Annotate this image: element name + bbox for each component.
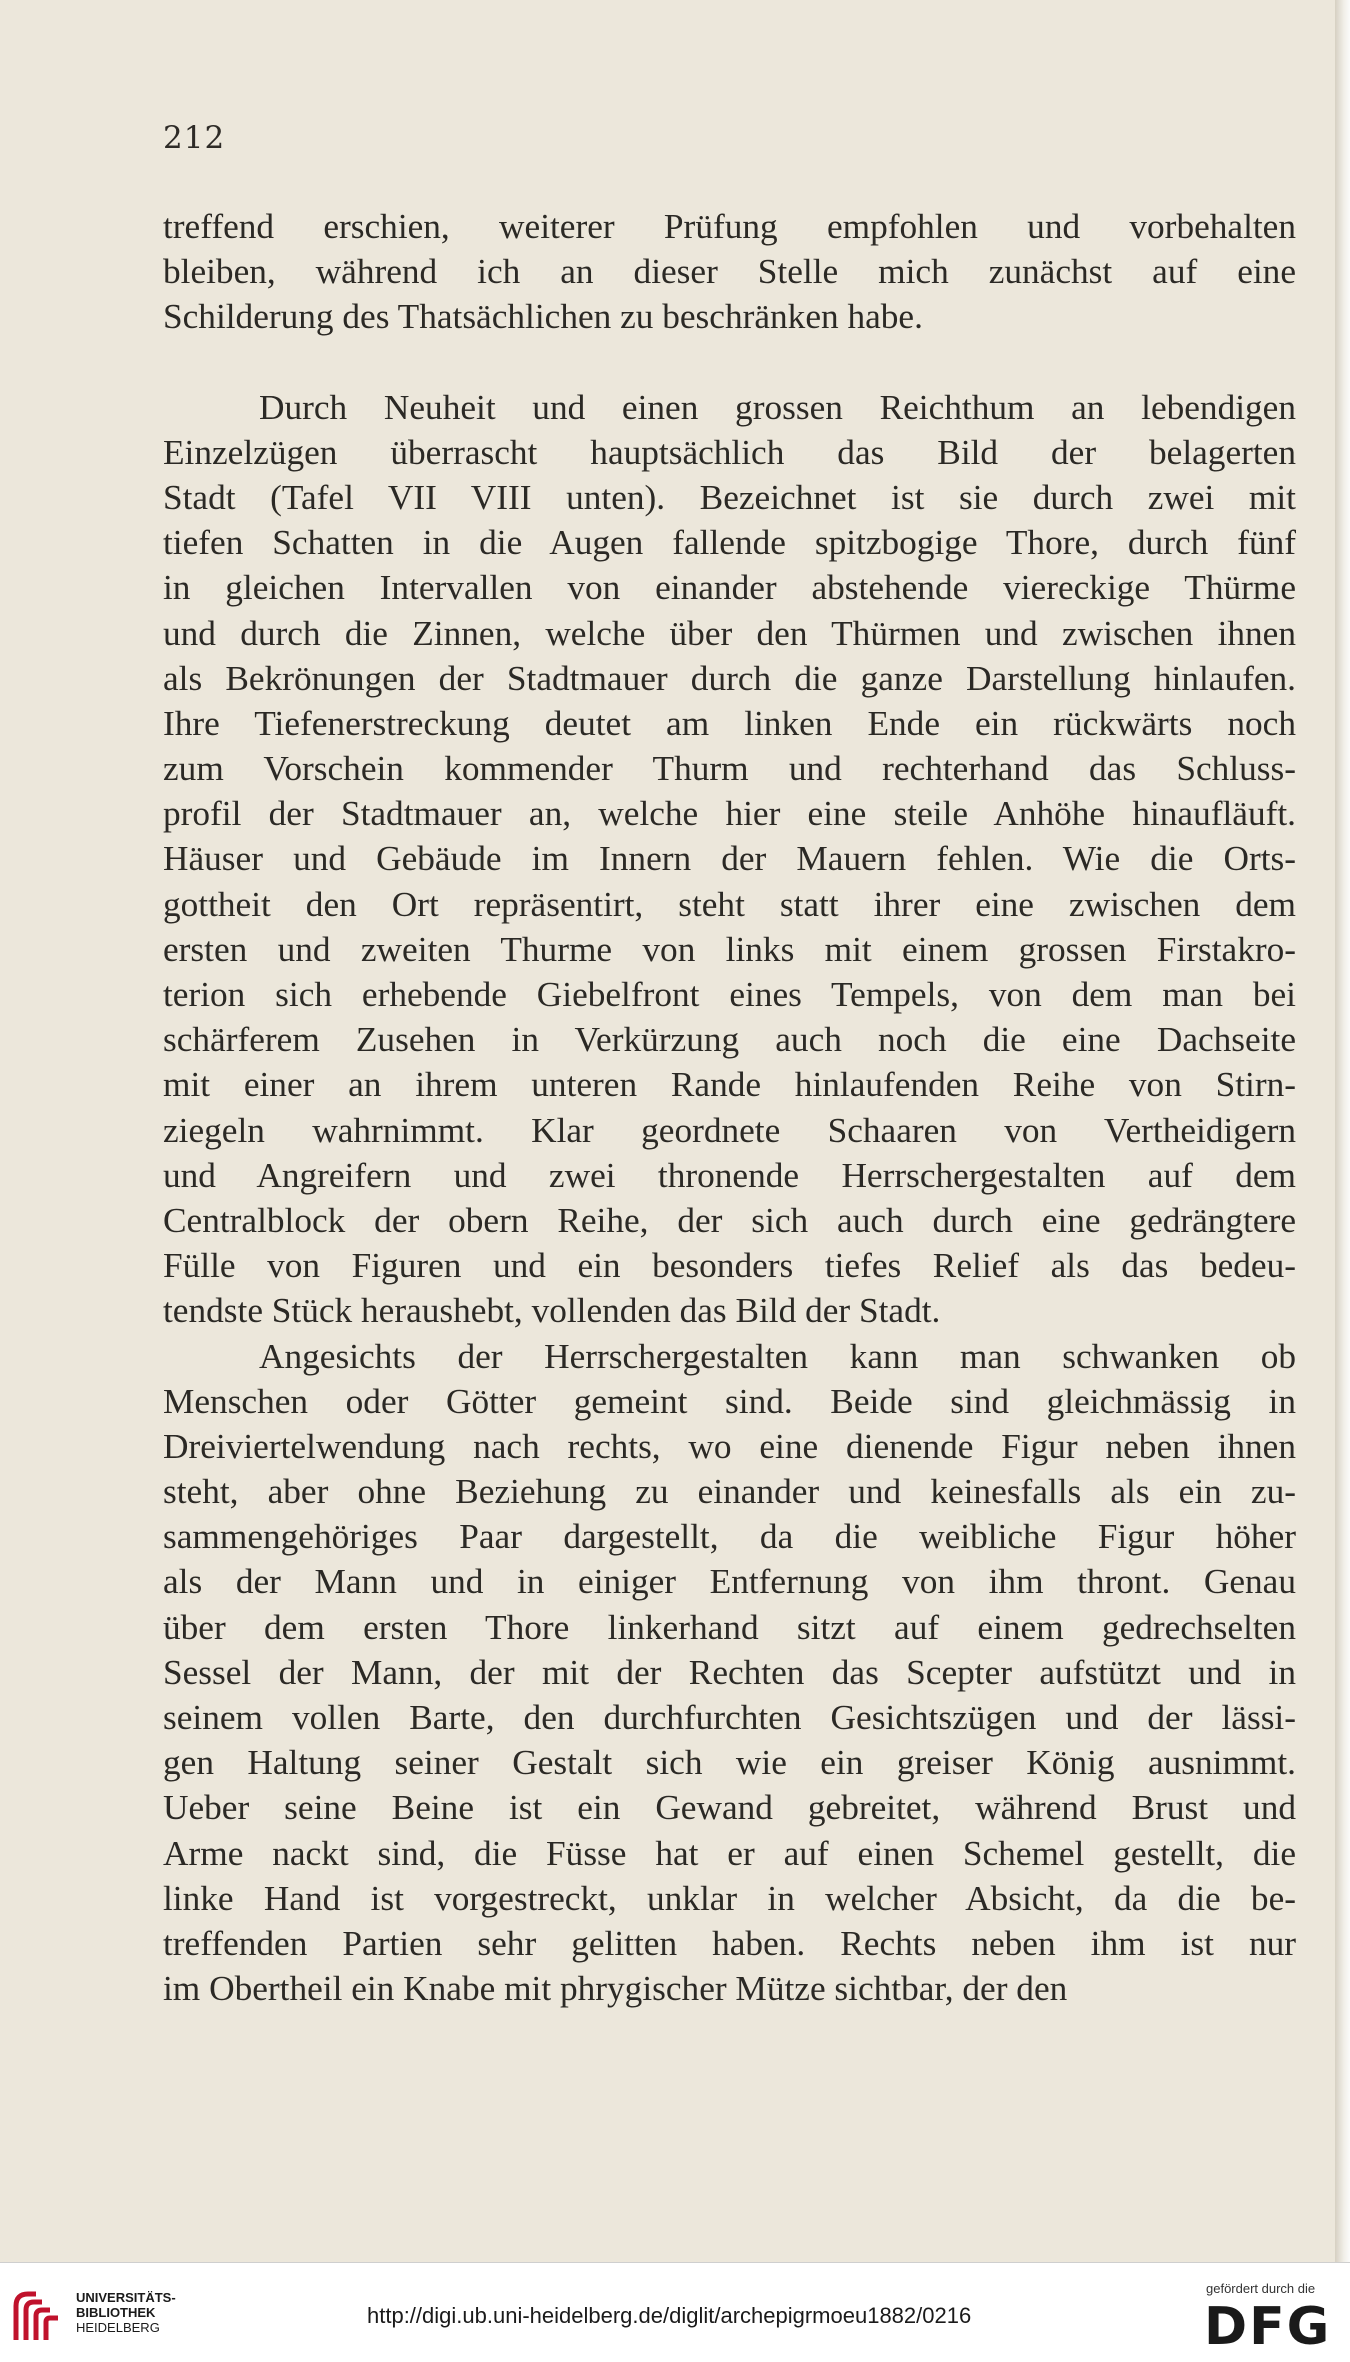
text-line: terion sich erhebende Giebelfront eines Tempels, von dem man bei (163, 975, 1296, 1014)
text-line: profil der Stadtmauer an, welche hier eine steile Anhöhe hinaufläuft. (163, 794, 1296, 834)
text-line: Häuser und Gebäude im Innern der Mauern fehlen. Wie die Orts- (163, 839, 1296, 879)
text-line: Dreiviertelwendung nach rechts, wo eine dienende Figur neben ihnen (163, 1426, 1296, 1466)
text-line: Arme nackt sind, die Füsse hat er auf einen Schemel gestellt, die (163, 1833, 1296, 1873)
text-line: und durch die Zinnen, welche über den Thürmen und zwischen ihnen (163, 613, 1296, 653)
text-line: Einzelzügen überrascht hauptsächlich das Bild der belagerten (163, 432, 1296, 472)
library-name-line3: HEIDELBERG (76, 2320, 160, 2335)
text-line: Centralblock der obern Reihe, der sich auch durch eine gedrängtere (163, 1200, 1296, 1240)
text-line: Menschen oder Götter gemeint sind. Beide sind gleichmässig in (163, 1381, 1296, 1421)
text-line: treffend erschien, weiterer Prüfung empfohlen und vorbehalten (163, 207, 1296, 246)
page-number: 212 (163, 120, 226, 156)
text-line: sammengehöriges Paar dargestellt, da die weibliche Figur höher (163, 1517, 1296, 1557)
text-line: steht, aber ohne Beziehung zu einander und keinesfalls als ein zu- (163, 1472, 1296, 1512)
text-line: als Bekrönungen der Stadtmauer durch die ganze Darstellung hinlaufen. (163, 658, 1296, 698)
text-line: über dem ersten Thore linkerhand sitzt auf einem gedrechselten (163, 1607, 1296, 1647)
text-line: Sessel der Mann, der mit der Rechten das Scepter aufstützt und in (163, 1652, 1296, 1692)
text-line: Ihre Tiefenerstreckung deutet am linken Ende ein rückwärts noch (163, 703, 1296, 743)
text-line: im Obertheil ein Knabe mit phrygischer Mütze sichtbar, der den (163, 1969, 1068, 2009)
text-line: tiefen Schatten in die Augen fallende spitzbogige Thore, durch fünf (163, 523, 1296, 563)
text-line: ziegeln wahrnimmt. Klar geordnete Schaaren von Vertheidigern (163, 1110, 1296, 1150)
text-line: Ueber seine Beine ist ein Gewand gebreitet, während Brust und (163, 1788, 1296, 1828)
body-text (163, 204, 1296, 2011)
text-line: Stadt (Tafel VII VIII unten). Bezeichnet ist sie durch zwei mit (163, 477, 1296, 517)
text-line: Fülle von Figuren und ein besonders tiefes Relief als das bedeu- (163, 1246, 1296, 1286)
library-name-line2: BIBLIOTHEK (76, 2305, 156, 2320)
text-line: schärferem Zusehen in Verkürzung auch noch die eine Dachseite (163, 1020, 1296, 1060)
text-line: bleiben, während ich an dieser Stelle mich zunächst auf eine (163, 252, 1296, 292)
text-line: gottheit den Ort repräsentirt, steht statt ihrer eine zwischen dem (163, 884, 1296, 924)
text-line: mit einer an ihrem unteren Rande hinlaufenden Reihe von Stirn- (163, 1065, 1296, 1105)
sponsor-caption: gefördert durch die (1206, 2281, 1316, 2296)
text-line: Schilderung des Thatsächlichen zu beschränken habe. (163, 297, 923, 337)
footer-bar (0, 2262, 1350, 2362)
page-edge (1335, 0, 1350, 2262)
text-line: seinem vollen Barte, den durchfurchten Gesichtszügen und der lässi- (163, 1698, 1296, 1737)
permalink-url[interactable]: http://digi.ub.uni-heidelberg.de/diglit/archepigrmoeu1882/0216 (367, 2303, 972, 2328)
ub-heidelberg-logo-icon (12, 2288, 67, 2348)
text-line: in gleichen Intervallen von einander abstehende viereckige Thürme (163, 568, 1296, 608)
text-line: zum Vorschein kommender Thurm und rechterhand das Schluss- (163, 749, 1296, 789)
text-line: treffenden Partien sehr gelitten haben. Rechts neben ihm ist nur (163, 1923, 1296, 1963)
text-line: tendste Stück heraushebt, vollenden das Bild der Stadt. (163, 1291, 941, 1331)
dfg-logo: DFG (1204, 2297, 1332, 2357)
library-name-line1: UNIVERSITÄTS- (76, 2290, 176, 2305)
text-line: Angesichts der Herrschergestalten kann man schwanken ob (259, 1336, 1296, 1376)
text-line: Durch Neuheit und einen grossen Reichthum an lebendigen (259, 387, 1296, 427)
text-line: als der Mann und in einiger Entfernung von ihm thront. Genau (163, 1562, 1296, 1602)
text-line: und Angreifern und zwei thronende Herrschergestalten auf dem (163, 1155, 1296, 1195)
text-line: gen Haltung seiner Gestalt sich wie ein greiser König ausnimmt. (163, 1743, 1296, 1783)
library-name (76, 2290, 176, 2335)
text-line: linke Hand ist vorgestreckt, unklar in welcher Absicht, da die be- (163, 1878, 1296, 1918)
text-line: ersten und zweiten Thurme von links mit einem grossen Firstakro- (163, 929, 1296, 969)
